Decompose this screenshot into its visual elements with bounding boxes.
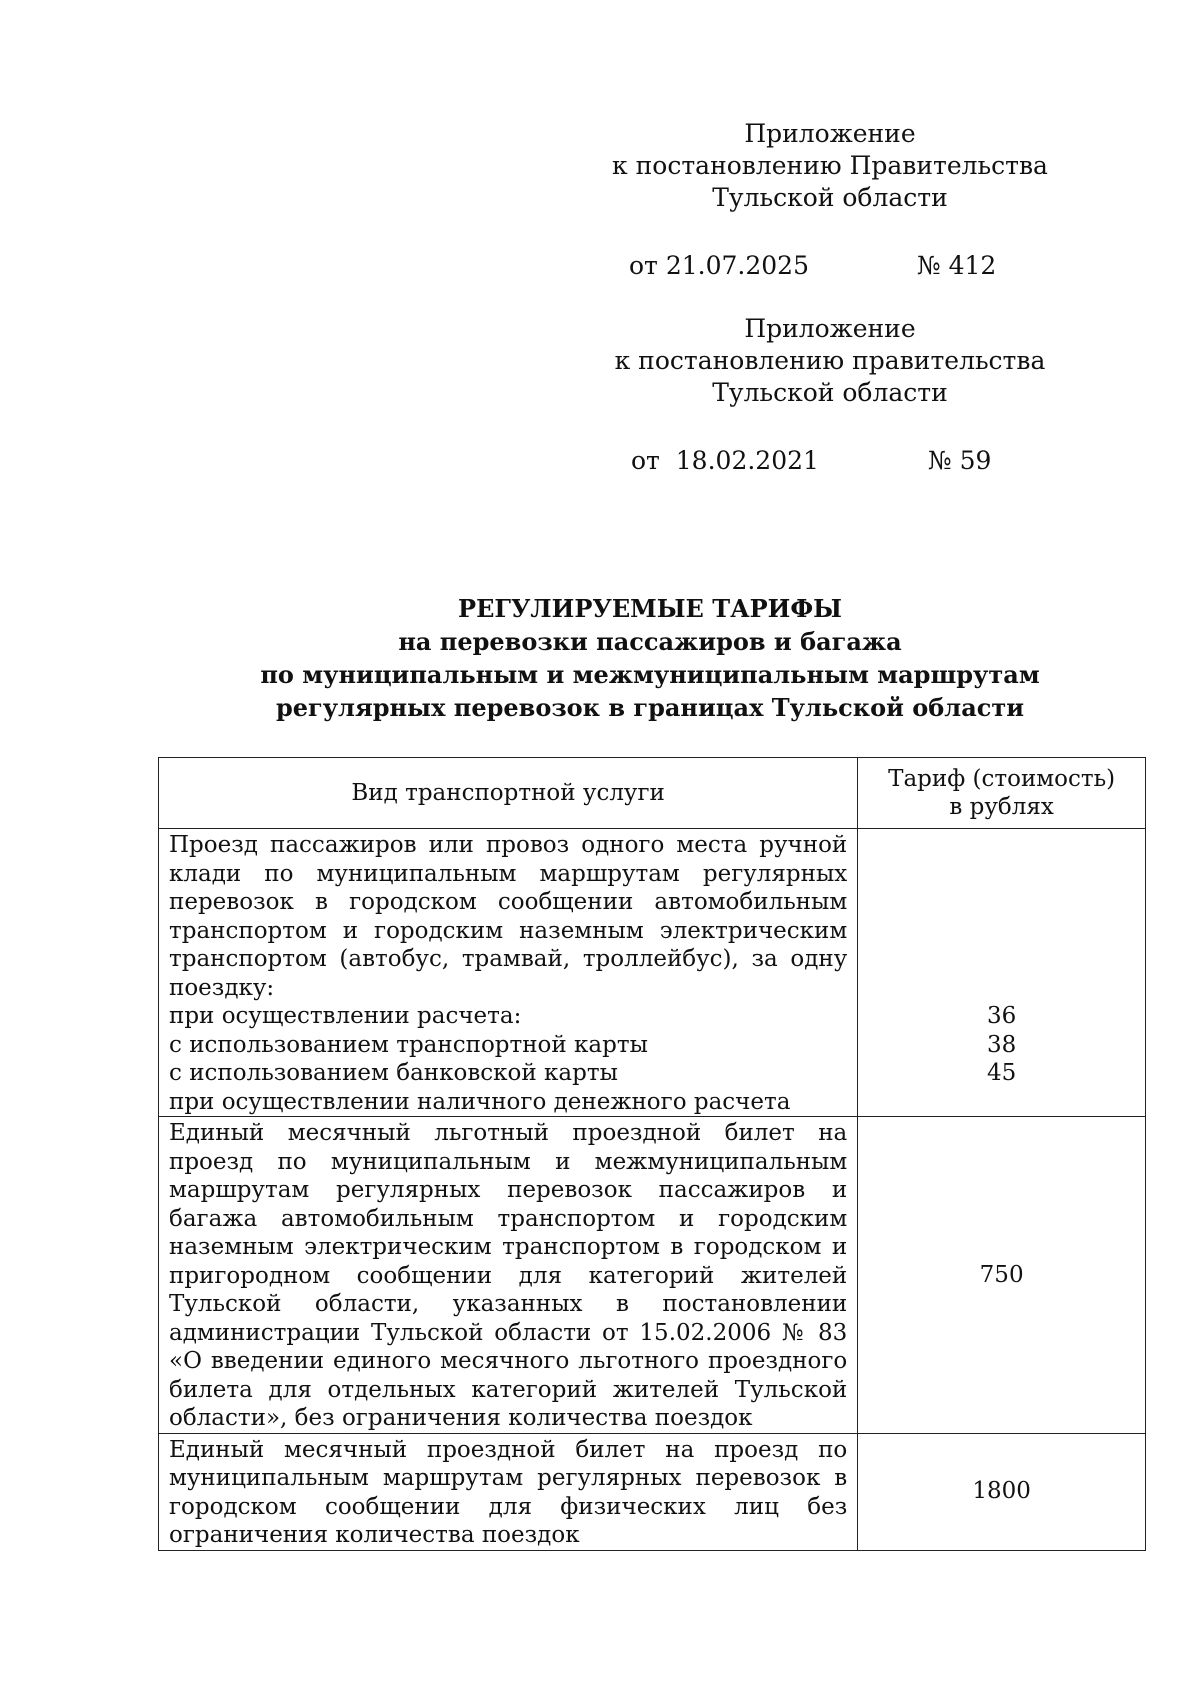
service-description [159,1433,858,1550]
appendix-header-original [600,313,1060,409]
table-row [159,1433,1146,1550]
payment-option-label: с использованием транспортной карты [169,1031,648,1058]
appendix-header-current [600,118,1060,214]
resolution-date-current: от 21.07.2025 [629,251,809,280]
title-line: РЕГУЛИРУЕМЫЕ ТАРИФЫ [458,594,842,623]
tariff-value: 750 [858,1117,1146,1434]
title-line: регулярных перевозок в границах Тульской области [275,693,1025,722]
appendix-label: Приложение [744,314,916,343]
title-line: по муниципальным и межмуниципальным маршрутам [260,660,1040,689]
title-line: на перевозки пассажиров и багажа [398,627,902,656]
tariff-value: 38 [986,1031,1017,1058]
row-description: Единый месячный льготный проездной билет на проезд по муниципальным и межмуниципальным маршрутам регулярных перевозок пассажиров и багажа автомобильным транспортом и городским наземным электрическим транспортом в городском и пригородном сообщении для категорий жителей Тульской области, указанных в постановлении администрации Тульской области от 15.02.2006 № 83 «О введении единого месячного льготного проездного билета для отдельных категорий жителей Тульской области», без ограничения количества поездок [169,1120,848,1431]
payment-option-label: при осуществлении наличного денежного расчета [169,1088,791,1115]
appendix-region: Тульской области [712,183,948,212]
tariffs-table [158,757,1146,1551]
tariff-header-line: в рублях [949,794,1054,820]
row-description: Проезд пассажиров или провоз одного места ручной клади по муниципальным маршрутам регулярных перевозок в городском сообщении автомобильным транспортом и городским наземным электрическим транспортом (автобус, трамвай, троллейбус), за одну поездку: [169,832,848,1001]
row-subheading: при осуществлении расчета: [169,1003,522,1029]
tariff-value: 1800 [858,1433,1146,1550]
appendix-resolution-ref: к постановлению Правительства [612,151,1048,180]
service-description [159,829,858,1117]
appendix-label: Приложение [744,119,916,148]
column-header-service: Вид транспортной услуги [159,758,858,829]
tariff-value: 36 [986,1003,1017,1029]
column-header-tariff [858,758,1146,829]
tariff-value: 45 [986,1060,1017,1086]
row-description: Единый месячный проездной билет на проезд по муниципальным маршрутам регулярных перевозок в городском сообщении для физических лиц без ограничения количества поездок [169,1436,848,1548]
table-header-row [159,758,1146,829]
service-description [159,1117,858,1434]
appendix-region: Тульской области [712,378,948,407]
resolution-number-original: № 59 [928,446,992,475]
resolution-date-original: от 18.02.2021 [631,446,819,475]
tariff-value-cell [858,829,1146,1117]
tariff-header-line: Тариф (стоимость) [888,765,1116,792]
document-title [150,592,1150,724]
payment-option-label: с использованием банковской карты [169,1060,618,1086]
appendix-resolution-ref: к постановлению правительства [614,346,1046,375]
resolution-number-current: № 412 [917,251,997,280]
table-row [159,829,1146,1117]
table-row [159,1117,1146,1434]
